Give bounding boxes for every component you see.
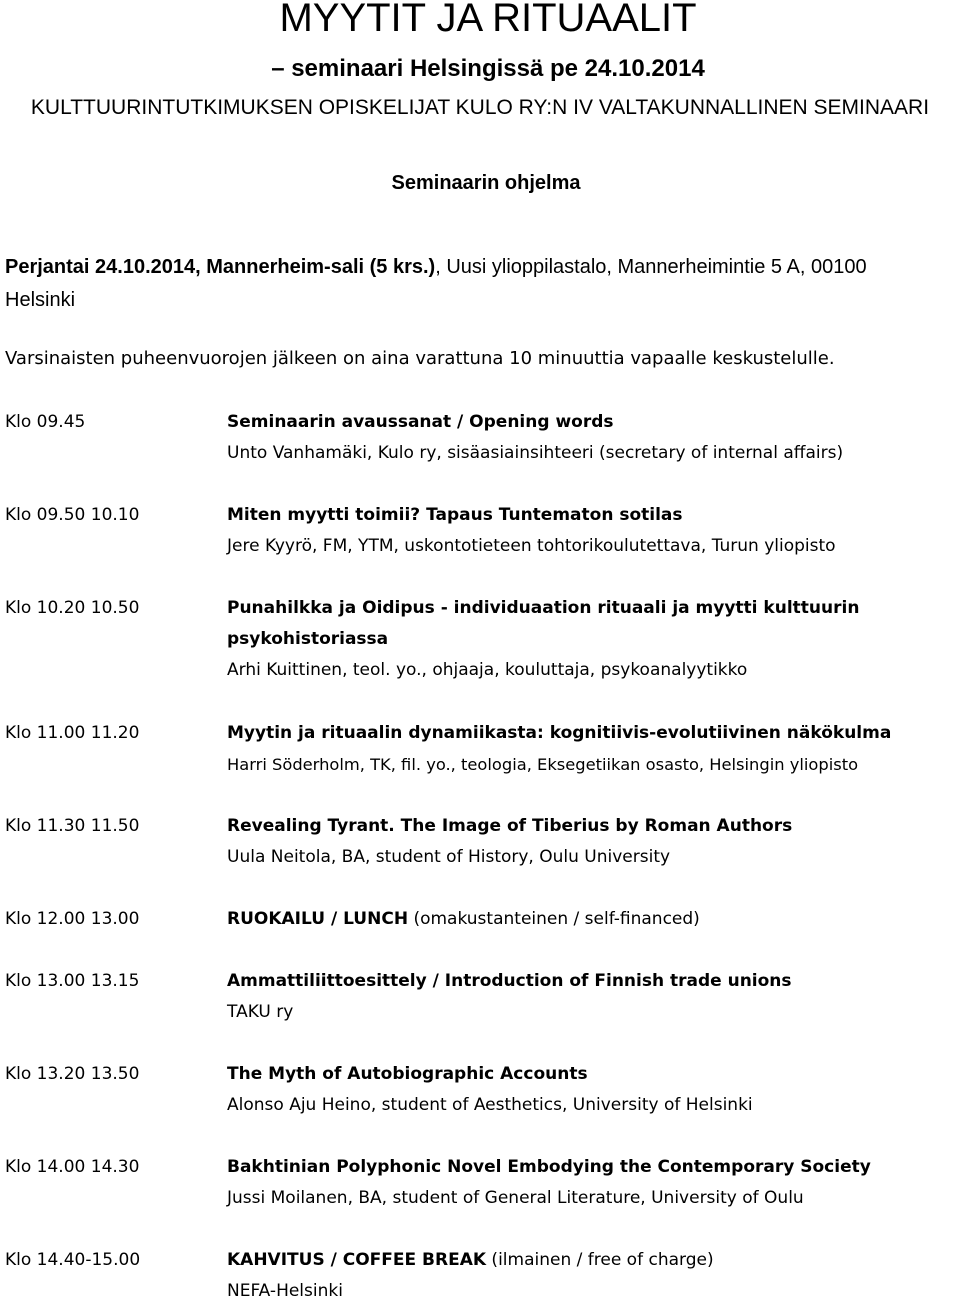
session-speaker: Uula Neitola, BA, student of History, Oulu University <box>227 847 671 867</box>
session-speaker: Arhi Kuittinen, teol. yo., ohjaaja, kouluttaja, psykoanalyytikko <box>227 660 748 680</box>
schedule-time: Klo 13.00 13.15 <box>5 971 140 991</box>
schedule-time: Klo 09.45 <box>5 412 86 432</box>
schedule-item <box>227 1245 957 1307</box>
schedule-time: Klo 10.20 10.50 <box>5 598 140 618</box>
schedule-time: Klo 14.00 14.30 <box>5 1157 140 1177</box>
session-title: Bakhtinian Polyphonic Novel Embodying the Contemporary Society <box>227 1157 871 1177</box>
session-title: Seminaarin avaussanat / Opening words <box>227 412 614 432</box>
schedule-item <box>227 407 957 469</box>
session-title-line1: Punahilkka ja Oidipus - individuaation rituaali ja myytti kulttuurin <box>227 598 860 618</box>
schedule-item <box>227 1152 957 1214</box>
session-title: Myytin ja rituaalin dynamiikasta: kognitiivis-evolutiivinen näkökulma <box>227 723 892 743</box>
schedule-time: Klo 13.20 13.50 <box>5 1064 140 1084</box>
program-heading: Seminaarin ohjelma <box>391 172 581 194</box>
schedule-item <box>227 718 957 780</box>
schedule-time: Klo 09.50 10.10 <box>5 505 140 525</box>
session-title: Revealing Tyrant. The Image of Tiberius by Roman Authors <box>227 816 793 836</box>
session-speaker: Harri Söderholm, TK, fil. yo., teologia, Eksegetiikan osasto, Helsingin yliopisto <box>227 755 859 774</box>
session-speaker: Jere Kyyrö, FM, YTM, uskontotieteen tohtorikoulutettava, Turun yliopisto <box>227 536 836 556</box>
schedule-item <box>227 1059 957 1121</box>
session-note: (omakustanteinen / self-financed) <box>408 909 700 929</box>
schedule-item <box>227 966 957 1028</box>
schedule-item <box>227 811 957 873</box>
session-speaker: Alonso Aju Heino, student of Aesthetics, University of Helsinki <box>227 1095 753 1115</box>
venue-city: Helsinki <box>5 289 76 311</box>
venue-date-hall: Perjantai 24.10.2014, Mannerheim-sali (5 krs.) <box>5 256 436 278</box>
schedule-time: Klo 11.00 11.20 <box>5 723 140 743</box>
schedule-time: Klo 12.00 13.00 <box>5 909 140 929</box>
session-note: (ilmainen / free of charge) <box>486 1250 714 1270</box>
session-title: RUOKAILU / LUNCH <box>227 909 409 929</box>
schedule-item <box>227 500 957 562</box>
schedule-time: Klo 14.40-15.00 <box>5 1250 141 1270</box>
schedule-item <box>227 904 957 935</box>
venue-info <box>5 251 955 317</box>
discussion-note: Varsinaisten puheenvuorojen jälkeen on aina varattuna 10 minuuttia vapaalle keskustelulle. <box>5 348 835 369</box>
schedule-time: Klo 11.30 11.50 <box>5 816 140 836</box>
session-title: The Myth of Autobiographic Accounts <box>227 1064 588 1084</box>
session-speaker: Unto Vanhamäki, Kulo ry, sisäasiainsihteeri (secretary of internal affairs) <box>227 443 844 463</box>
session-speaker: Jussi Moilanen, BA, student of General Literature, University of Oulu <box>227 1188 804 1208</box>
session-title: Ammattiliittoesittely / Introduction of Finnish trade unions <box>227 971 792 991</box>
session-title-line2: psykohistoriassa <box>227 629 389 649</box>
page-subtitle: – seminaari Helsingissä pe 24.10.2014 <box>271 55 705 82</box>
session-speaker: NEFA-Helsinki <box>227 1281 343 1301</box>
session-speaker: TAKU ry <box>227 1002 294 1022</box>
schedule-item <box>227 593 957 686</box>
session-title: Miten myytti toimii? Tapaus Tuntematon sotilas <box>227 505 683 525</box>
session-title: KAHVITUS / COFFEE BREAK <box>227 1250 487 1270</box>
organizer-line: KULTTUURINTUTKIMUKSEN OPISKELIJAT KULO RY:N IV VALTAKUNNALLINEN SEMINAARI <box>30 96 930 119</box>
venue-address: , Uusi ylioppilastalo, Mannerheimintie 5 A, 00100 <box>435 256 867 278</box>
page-title: MYYTIT JA RITUAALIT <box>279 0 697 40</box>
